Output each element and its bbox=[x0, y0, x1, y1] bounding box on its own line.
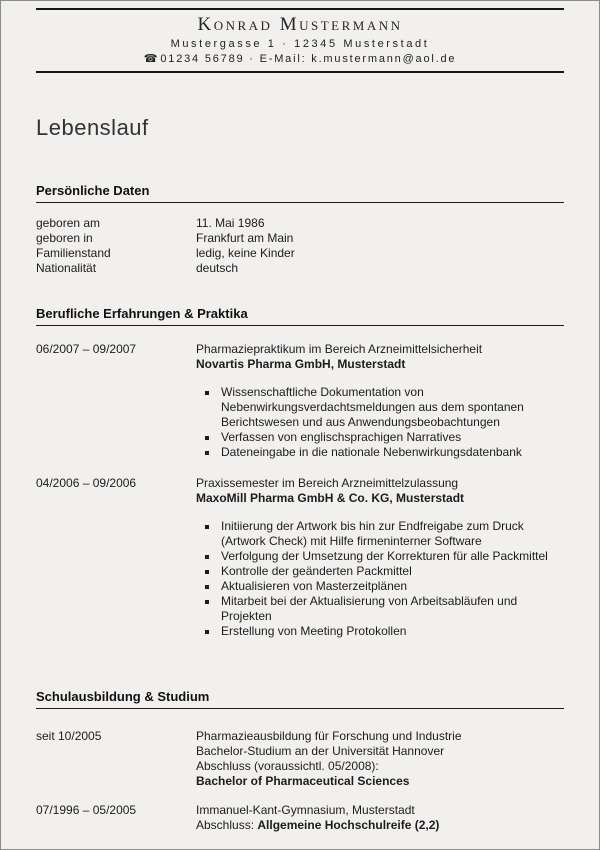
education-degree-line bbox=[196, 818, 564, 833]
row-label: geboren am bbox=[36, 216, 101, 230]
personal-row-nationality bbox=[36, 261, 564, 276]
bullet-item: ▪ Wissenschaftliche Dokumentation von Nebenwirkungsverdachtsmeldungen aus dem spontanen Berichtswesen und aus Anwendungsbeobachtungen bbox=[219, 385, 564, 430]
education-line: Abschluss (voraussichtl. 05/2008): bbox=[196, 759, 379, 773]
person-address: Mustergasse 1 · 12345 Musterstadt bbox=[170, 38, 430, 50]
document-title: Lebenslauf bbox=[36, 115, 149, 140]
entry-bullet-list bbox=[196, 519, 564, 639]
row-value: deutsch bbox=[196, 261, 239, 275]
person-name: Konrad Mustermann bbox=[197, 14, 403, 35]
entry-role: Praxissemester im Bereich Arzneimittelzulassung bbox=[196, 476, 459, 490]
bullet-item: ▪ Initiierung der Artwork bis hin zur Endfreigabe zum Druck (Artwork Check) mit Hilfe firmeninterner Software bbox=[219, 519, 564, 549]
experience-entry bbox=[36, 342, 564, 460]
bullet-item: ▪ Verfolgung der Umsetzung der Korrekturen für alle Packmittel bbox=[219, 549, 564, 564]
education-line: Pharmazieausbildung für Forschung und Industrie bbox=[196, 729, 462, 743]
entry-period: seit 10/2005 bbox=[36, 729, 102, 743]
entry-body bbox=[196, 803, 564, 833]
header-divider bbox=[36, 71, 564, 73]
entry-bullet-list bbox=[196, 385, 564, 460]
education-entry bbox=[36, 803, 564, 833]
entry-body bbox=[196, 729, 564, 789]
section-personal-data bbox=[36, 183, 564, 276]
entry-role: Pharmaziepraktikum im Bereich Arzneimittelsicherheit bbox=[196, 342, 483, 356]
bullet-item: ▪ Dateneingabe in die nationale Nebenwirkungsdatenbank bbox=[219, 445, 564, 460]
entry-company: MaxoMill Pharma GmbH & Co. KG, Musterstadt bbox=[196, 491, 465, 505]
personal-row-born-date bbox=[36, 216, 564, 231]
section-education bbox=[36, 689, 564, 833]
phone-icon: ☎ bbox=[143, 53, 158, 65]
entry-body bbox=[196, 342, 564, 460]
cv-header bbox=[36, 10, 564, 71]
bullet-item: ▪ Aktualisieren von Masterzeitplänen bbox=[219, 579, 564, 594]
entry-period: 04/2006 – 09/2006 bbox=[36, 476, 137, 490]
cv-content bbox=[1, 8, 599, 833]
row-value: ledig, keine Kinder bbox=[196, 246, 295, 260]
row-value: 11. Mai 1986 bbox=[196, 216, 265, 230]
section-experience bbox=[36, 306, 564, 639]
education-line: Bachelor-Studium an der Universität Hannover bbox=[196, 744, 445, 758]
education-heading: Schulausbildung & Studium bbox=[36, 689, 564, 709]
education-degree: Bachelor of Pharmaceutical Sciences bbox=[196, 774, 410, 788]
contact-text: 01234 56789 · E-Mail: k.mustermann@aol.de bbox=[160, 53, 457, 65]
row-label: Familienstand bbox=[36, 246, 111, 260]
bullet-item: ▪ Kontrolle der geänderten Packmittel bbox=[219, 564, 564, 579]
education-degree: Allgemeine Hochschulreife (2,2) bbox=[257, 818, 440, 832]
education-line: Immanuel-Kant-Gymnasium, Musterstadt bbox=[196, 803, 415, 817]
personal-row-marital-status bbox=[36, 246, 564, 261]
bullet-item: ▪ Mitarbeit bei der Aktualisierung von Arbeitsabläufen und Projekten bbox=[219, 594, 564, 624]
personal-data-rows bbox=[36, 216, 564, 276]
entry-period: 07/1996 – 05/2005 bbox=[36, 803, 137, 817]
experience-entry bbox=[36, 476, 564, 639]
personal-row-born-place bbox=[36, 231, 564, 246]
experience-heading: Berufliche Erfahrungen & Praktika bbox=[36, 306, 564, 326]
person-contact-line bbox=[36, 52, 564, 65]
row-label: geboren in bbox=[36, 231, 93, 245]
personal-data-heading: Persönliche Daten bbox=[36, 183, 564, 203]
row-value: Frankfurt am Main bbox=[196, 231, 294, 245]
entry-period: 06/2007 – 09/2007 bbox=[36, 342, 137, 356]
entry-company: Novartis Pharma GmbH, Musterstadt bbox=[196, 357, 406, 371]
entry-body bbox=[196, 476, 564, 639]
row-label: Nationalität bbox=[36, 261, 97, 275]
degree-prefix: Abschluss: bbox=[196, 818, 258, 832]
bullet-item: ▪ Erstellung von Meeting Protokollen bbox=[219, 624, 564, 639]
education-entry bbox=[36, 729, 564, 789]
bullet-item: ▪ Verfassen von englischsprachigen Narratives bbox=[219, 430, 564, 445]
